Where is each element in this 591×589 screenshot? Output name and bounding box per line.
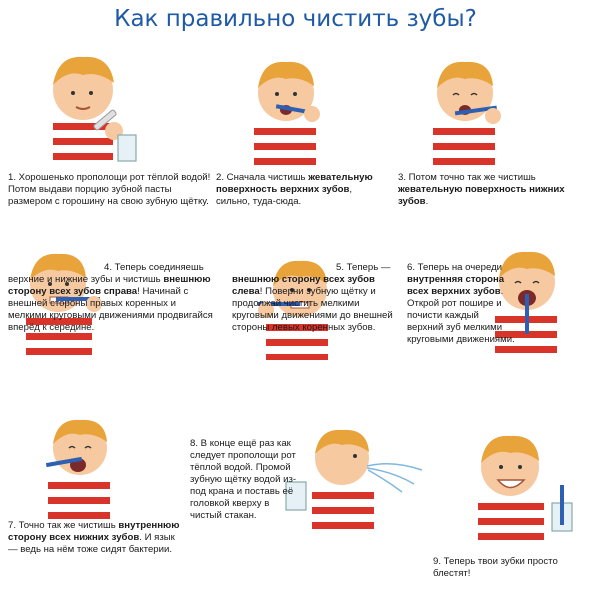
step-4-text: 4. Теперь соединяешь верхние и нижние зубы и чистишь внешнюю сторону всех зубов справа! Начинай с внешней стороны правых коренных и мелкими круговыми движениями продвигайся вперёд к середине. xyxy=(8,262,213,333)
boy-brushing-lower-inner-illustration xyxy=(40,410,120,520)
step-3-text: 3. Потом точно так же чистишь жевательную поверхность нижних зубов. xyxy=(398,172,565,207)
boy-figure xyxy=(53,57,123,170)
step-7-text: 7. Точно так же чистишь внутреннюю сторону всех нижних зубов. И язык — ведь на нём тоже сидят бактерии. xyxy=(8,520,180,555)
boy-with-toothpaste-illustration xyxy=(28,45,158,170)
boy-rinsing-illustration xyxy=(282,420,432,530)
step-8-text: 8. В конце ещё раз как следует прополощи рот тёплой водой. Промой зубную щётку водой из-под крана и поставь её головкой кверху в чистый стакан. xyxy=(190,438,297,521)
boy-brushing-upper-chewing-illustration xyxy=(246,48,326,168)
step-6-text: 6. Теперь на очереди внутренняя сторона всех верхних зубов. Открой рот пошире и почисти каждый верхний зуб мелкими круговыми движениями. xyxy=(407,262,515,345)
boy-brushing-lower-chewing-illustration xyxy=(425,48,505,168)
glass-icon xyxy=(118,135,136,161)
step-2-text: 2. Сначала чистишь жевательную поверхность верхних зубов, сильно, туда-сюда. xyxy=(216,172,373,207)
step-5-text: 5. Теперь — внешнюю сторону всех зубов слева! Поверни зубную щётку и продолжай чистить мелкими круговыми движениями до внешней стороны левых коренных зубов. xyxy=(232,262,393,333)
glass-with-toothbrush-icon xyxy=(552,485,572,531)
step-1-text: 1. Хорошенько прополощи рот тёплой водой! Потом выдави порцию зубной пасты размером с горошину на свою зубную щётку. xyxy=(8,172,211,207)
page-title: Как правильно чистить зубы? xyxy=(114,6,477,32)
boy-smiling-illustration xyxy=(468,425,583,540)
step-9-text: 9. Теперь твои зубки просто блестят! xyxy=(433,556,558,579)
